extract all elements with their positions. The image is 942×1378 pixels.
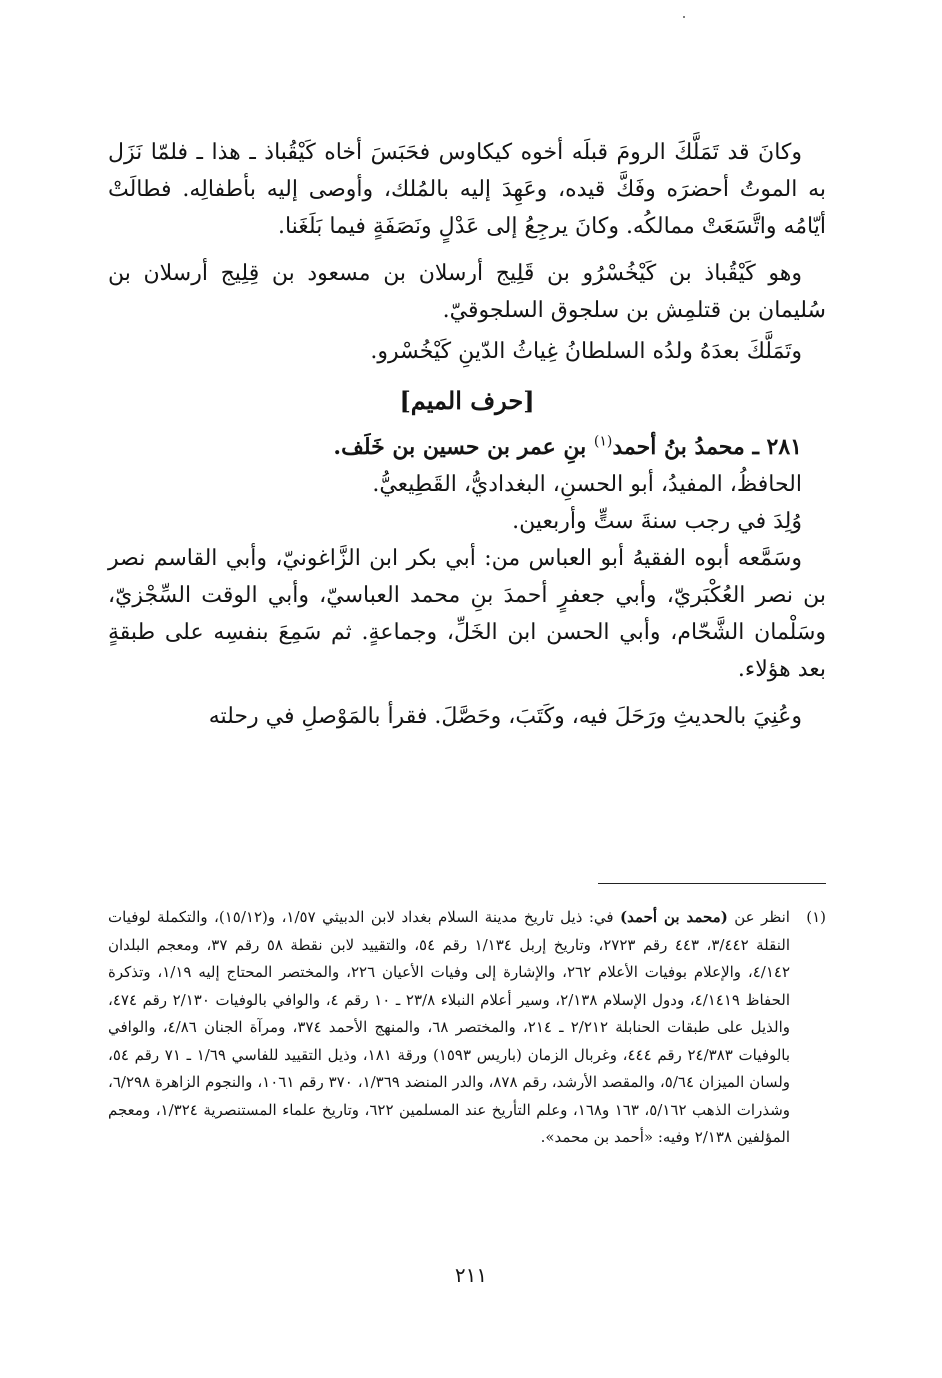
entry-title-continued: بنِ عمر بن حسين بن خَلَف. [333,434,594,460]
footnote [108,904,826,1152]
paragraph-titles: الحافظُ، المفيدُ، أبو الحسنِ، البغداديُّ، القَطِيعيُّ. [372,472,802,497]
entry-header [108,429,826,466]
footnote-sources: في: ذيل تاريخ مدينة السلام بغداد لابن الدبيثي ١/٥٧، و(١٥/١٢)، والتكملة لوفيات النقلة ٣/٤٤٢، ٤٤٣ رقم ٢٧٢٣، وتاريخ إربل ١/١٣٤ رقم ٥٤، والتقييد لابن نقطة ٥٨ رقم ٣٧، ومعجم البلدان ٤/١٤٢، والإعلام بوفيات الأعلام ٢٦٢، والإشارة إلى وفيات الأعيان ٢٢٦، والمختصر المحتاج إليه ١/١٩، وتذكرة الحفاظ ٤/١٤١٩، ودول الإسلام ٢/١٣٨، وسير أعلام النبلاء ٢٣/٨ ـ ١٠ رقم ٤، والوافي بالوفيات ٢/١٣٠ رقم ٤٧٤، والذيل على طبقات الحنابلة ٢/٢١٢ ـ ٢١٤، والمختصر ٦٨، والمنهج الأحمد ٣٧٤، ومرآة الجنان ٤/٨٦، والوافي بالوفيات ٢٤/٣٨٣ رقم ٤٤٤، وغربال الزمان (باريس ١٥٩٣) ورقة ١٨١، وذيل التقييد للفاسي ١/٦٩ ـ ٧١ رقم ٥٤، ولسان الميزان ٥/٦٤، والمقصد الأرشد، رقم ٨٧٨، والدر المنضد ١/٣٦٩، ٣٧٠ رقم ١٠٦١، والنجوم الزاهرة ٦/٢٩٨، وشذرات الذهب ٥/١٦٢، ١٦٣ و١٦٨، وعلم التأريخ عند المسلمين ٦٢٢، وتاريخ علماء المستنصرية ١/٣٢٤، ومعجم المؤلفين ٢/١٣٨ وفيه: «أحمد بن محمد». [108,908,791,1146]
footnote-reference: (١) [593,433,613,450]
paragraph-travels: وعُنِيَ بالحديثِ ورَحَلَ فيه، وكَتَبَ، وحَصَّلَ. فقرأ بالمَوْصلِ في رحلته [208,704,802,729]
speck-mark [683,16,685,18]
paragraph-successor: وتَمَلَّكَ بعدَهُ ولدُه السلطانُ غِياثُ الدّينِ كَيْخُسْرو. [370,339,802,364]
footnote-subject-name: (محمد بن أحمد) [619,908,728,926]
footnote-body [108,904,790,1152]
paragraph-kaykubadh-reign: وكانَ قد تَمَلَّكَ الرومَ قبلَه أخوه كيكاوس فحَبَسَ أخاه كَيْقُباذ ـ هذا ـ فلمّا نَزَل به الموتُ أحضرَه وفَكَّ قيده، وعَهِدَ إليه بالمُلك، وأوصى إليه بأطفالِه. فطالَتْ أيّامُه واتَّسَعَتْ ممالكُه. وكانَ يرجِعُ إلى عَدْلٍ ونَصَفَةٍ فيما بَلَغَنا. [108,140,826,239]
paragraph-birth: وُلِدَ في رجب سنةَ ستٍّ وأربعين. [512,509,802,534]
section-heading: [حرف الميم] [399,386,535,415]
footnote-number: (١) [806,908,826,926]
paragraph-lineage: وهو كَيْقُباذ بن كَيْخُسْرُو بن قَلِيج أرسلان بن مسعود بن قِلِيج أرسلان بن سُليمان بن قتلمِش بن سلجوق السلجوقيّ. [108,261,826,323]
footnote-lead: انظر عن [727,908,790,926]
main-text [108,134,826,735]
footnote-separator [598,883,826,884]
entry-title: ٢٨١ ـ محمدُ بنُ أحمد [612,434,802,460]
paragraph-teachers: وسَمَّعه أبوه الفقيهُ أبو العباس من: أبي بكر ابن الزَّاغونيّ، وأبي القاسم نصر بن نصر العُكْبَريّ، وأبي جعفرٍ أحمدَ بنِ محمد العباسيّ، وأبي الوقت السِّجْزيّ، وسَلْمان الشَّحّام، وأبي الحسن ابن الخَلِّ، وجماعةٍ. ثم سَمِعَ بنفسِه على طبقةٍ بعد هؤلاء. [108,546,826,682]
page-number: ٢١١ [454,1263,488,1287]
